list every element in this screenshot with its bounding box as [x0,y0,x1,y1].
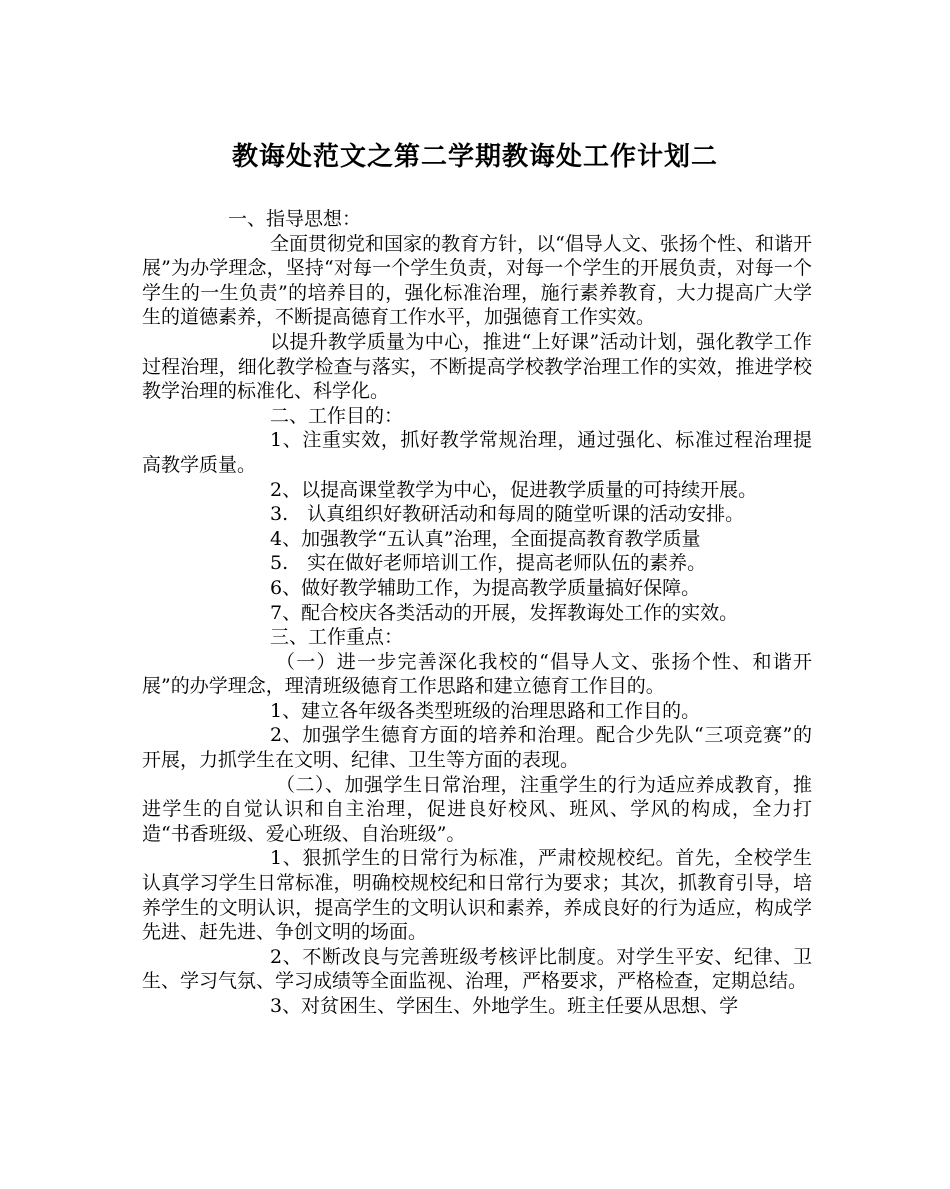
paragraph: 3、对贫困生、学困生、外地学生。班主任要从思想、学 [270,995,739,1017]
paragraph: 二、工作目的： [270,404,404,427]
paragraph: 7、配合校庆各类活动的开展，发挥教诲处工作的实效。 [270,601,739,624]
document-body [142,207,812,1019]
paragraph: 全面贯彻党和国家的教育方针，以“倡导人文、张扬个性、和谐开展”为办学理念，坚持“对每一个学生负责，对每一个学生的开展负责，对每一个学生的一生负责”的培养目的，强化标准治理，施行素养教育，大力提高广大学生的道德素养，不断提高德育工作水平，加强德育工作实效。 [142,232,812,329]
paragraph: 5. 实在做好老师培训工作，提高老师队伍的素养。 [270,552,707,575]
paragraph: 1、狠抓学生的日常行为标准，严肃校规校纪。首先，全校学生认真学习学生日常标准，明确校规校纪和日常行为要求；其次，抓教育引导，培养学生的文明认识，提高学生的文明认识和素养，养成良好的行为适应，构成学先进、赶先进、争创文明的场面。 [142,847,812,944]
paragraph: （一）进一步完善深化我校的“倡导人文、张扬个性、和谐开展”的办学理念，理清班级德育工作思路和建立德育工作目的。 [142,650,812,698]
paragraph: 3. 认真组织好教研活动和每周的随堂听课的活动安排。 [270,503,745,526]
paragraph: 2、加强学生德育方面的培养和治理。配合少先队“三项竞赛”的开展，力抓学生在文明、纪律、卫生等方面的表现。 [142,724,812,772]
paragraph: 1、建立各年级各类型班级的治理思路和工作目的。 [270,699,701,722]
paragraph: 1、注重实效，抓好教学常规治理，通过强化、标准过程治理提高教学质量。 [142,429,812,476]
paragraph: 2、不断改良与完善班级考核评比制度。对学生平安、纪律、卫生、学习气氛、学习成绩等全面监视、治理，严格要求，严格检查，定期总结。 [142,945,812,993]
paragraph: 以提升教学质量为中心，推进“上好课”活动计划，强化教学工作过程治理，细化教学检查与落实，不断提高学校教学治理工作的实效，推进学校教学治理的标准化、科学化。 [142,330,812,403]
paragraph: 一、指导思想： [228,208,362,230]
paragraph: 2、以提高课堂教学为中心，促进教学质量的可持续开展。 [270,478,758,501]
paragraph: 4、加强教学“五认真”治理，全面提高教育教学质量 [270,527,701,550]
paragraph: （二）、加强学生日常治理，注重学生的行为适应养成教育，推进学生的自觉认识和自主治理，促进良好校风、班风、学风的构成，全力打造“书香班级、爱心班级、自治班级”。 [142,773,812,845]
paragraph: 6、做好教学辅助工作，为提高教学质量搞好保障。 [270,576,701,599]
document-title: 教诲处范文之第二学期教诲处工作计划二 [231,142,718,172]
paragraph: 三、工作重点： [270,626,404,649]
